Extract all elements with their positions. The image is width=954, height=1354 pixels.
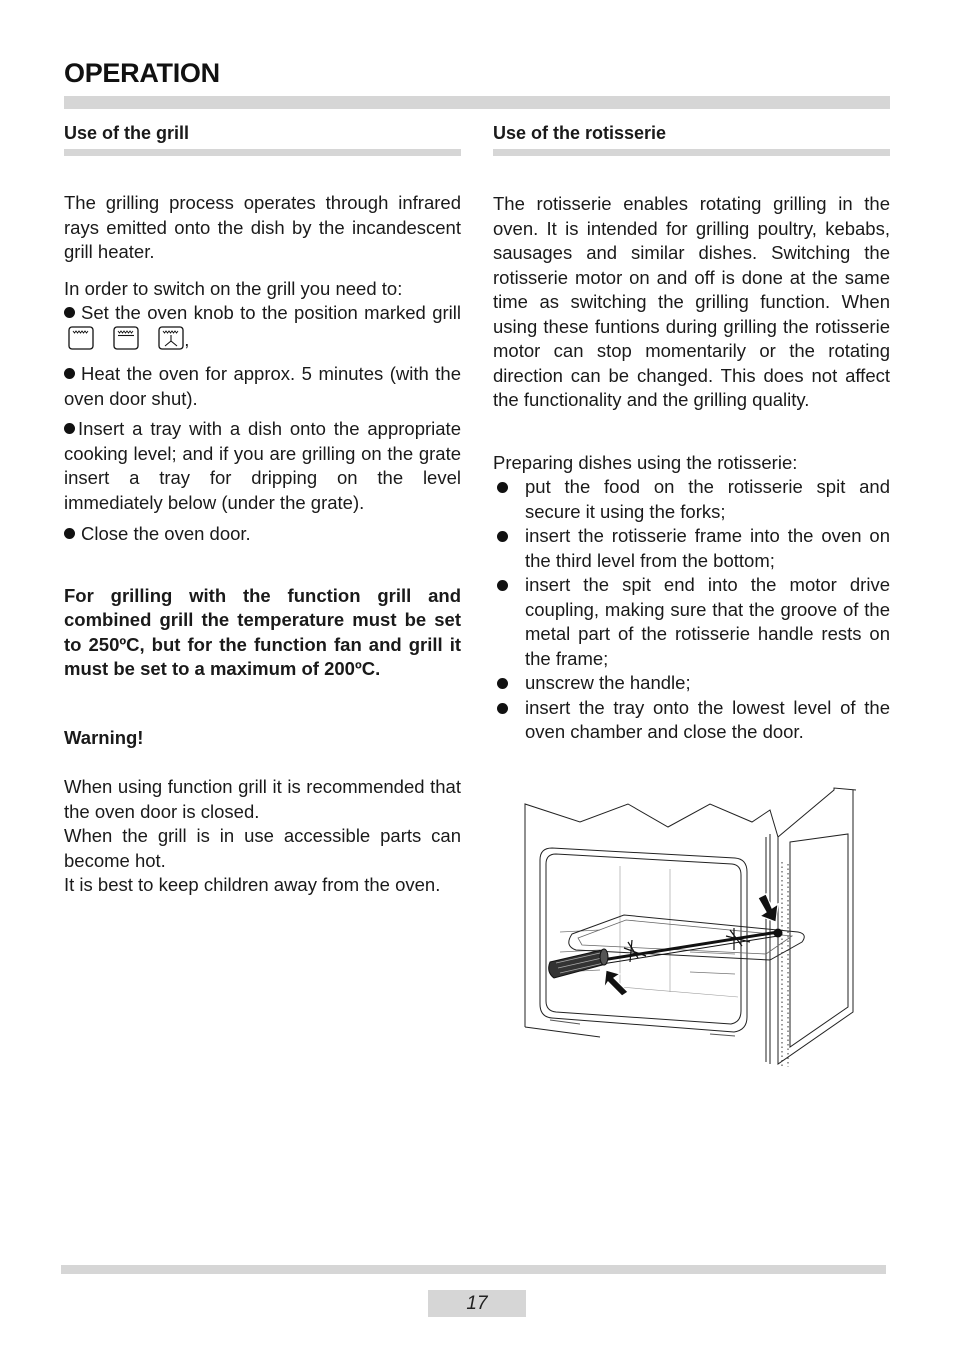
bullet-dot bbox=[64, 307, 75, 318]
bullet-dot bbox=[497, 678, 508, 689]
warning-text-3: It is best to keep children away from the oven. bbox=[64, 874, 441, 895]
header-rule bbox=[64, 96, 890, 109]
fan-grill-icon bbox=[158, 326, 184, 350]
warning-text-2: When the grill is in use accessible parts can become hot. bbox=[64, 825, 461, 871]
bullet-dot bbox=[64, 423, 75, 434]
grill-intro: The grilling process operates through infrared rays emitted onto the dish by the incandescent grill heater. bbox=[64, 192, 461, 262]
bullet-dot bbox=[64, 528, 75, 539]
grill-step-1-text: Set the oven knob to the position marked bbox=[81, 302, 426, 323]
rotisserie-heading-rule bbox=[493, 149, 890, 156]
grill-step-1-word: grill bbox=[432, 302, 461, 323]
grill-step-1-after-icons: , bbox=[184, 328, 190, 350]
list-item: insert the rotisserie frame into the oven on the third level from the bottom; bbox=[493, 524, 890, 573]
grill-icon bbox=[68, 326, 94, 350]
list-item: unscrew the handle; bbox=[493, 671, 890, 696]
page-title: OPERATION bbox=[64, 58, 220, 88]
grill-step-2: Heat the oven for approx. 5 minutes (with the oven door shut). bbox=[64, 363, 461, 409]
rotisserie-intro: The rotisserie enables rotating grilling in the oven. It is intended for grilling poultry, kebabs, sausages and similar dishes. Switching the rotisserie motor on and off is done at the same time as switching the grilling function. When using these funtions during grilling the rotisserie motor can stop momentarily or the rotating direction can be changed. This does not affect the functionality and the grilling quality. bbox=[493, 193, 890, 410]
list-item: put the food on the rotisserie spit and secure it using the forks; bbox=[493, 475, 890, 524]
warning-heading: Warning! bbox=[64, 726, 144, 748]
grill-step-4: Close the oven door. bbox=[64, 522, 461, 547]
footer-rule bbox=[61, 1265, 886, 1274]
grill-column bbox=[64, 120, 461, 898]
bullet-dot bbox=[497, 703, 508, 714]
list-item: insert the tray onto the lowest level of the oven chamber and close the door. bbox=[493, 696, 890, 745]
rotisserie-illustration bbox=[520, 782, 860, 1072]
rotisserie-prep-intro: Preparing dishes using the rotisserie: bbox=[493, 451, 798, 473]
grill-heading: Use of the grill bbox=[64, 123, 190, 143]
grill-step-3: Insert a tray with a dish onto the appropriate cooking level; and if you are grilling on the grate insert a tray for dripping on the level immediately below (under the grate). bbox=[64, 418, 461, 513]
grill-function-icons bbox=[64, 326, 184, 357]
bullet-dot bbox=[497, 482, 508, 493]
rotisserie-steps-list bbox=[493, 475, 890, 745]
grill-switch-on-intro: In order to switch on the grill you need to: bbox=[64, 277, 403, 299]
page-number: 17 bbox=[428, 1290, 526, 1317]
bullet-dot bbox=[497, 580, 508, 591]
bullet-dot bbox=[497, 531, 508, 542]
grill-step-1 bbox=[64, 301, 461, 356]
combined-grill-icon bbox=[113, 326, 139, 350]
rotisserie-heading: Use of the rotisserie bbox=[493, 123, 667, 143]
grill-temperature-note: For grilling with the function grill and combined grill the temperature must be set to 250ºC, but for the function fan and grill it must be set to a maximum of 200ºC. bbox=[64, 584, 461, 679]
warning-text-1: When using function grill it is recommended that the oven door is closed. bbox=[64, 776, 461, 822]
list-item: insert the spit end into the motor drive coupling, making sure that the groove of the metal part of the rotisserie handle rests on the frame; bbox=[493, 573, 890, 671]
rotisserie-column bbox=[493, 120, 890, 745]
grill-heading-rule bbox=[64, 149, 461, 156]
bullet-dot bbox=[64, 368, 75, 379]
